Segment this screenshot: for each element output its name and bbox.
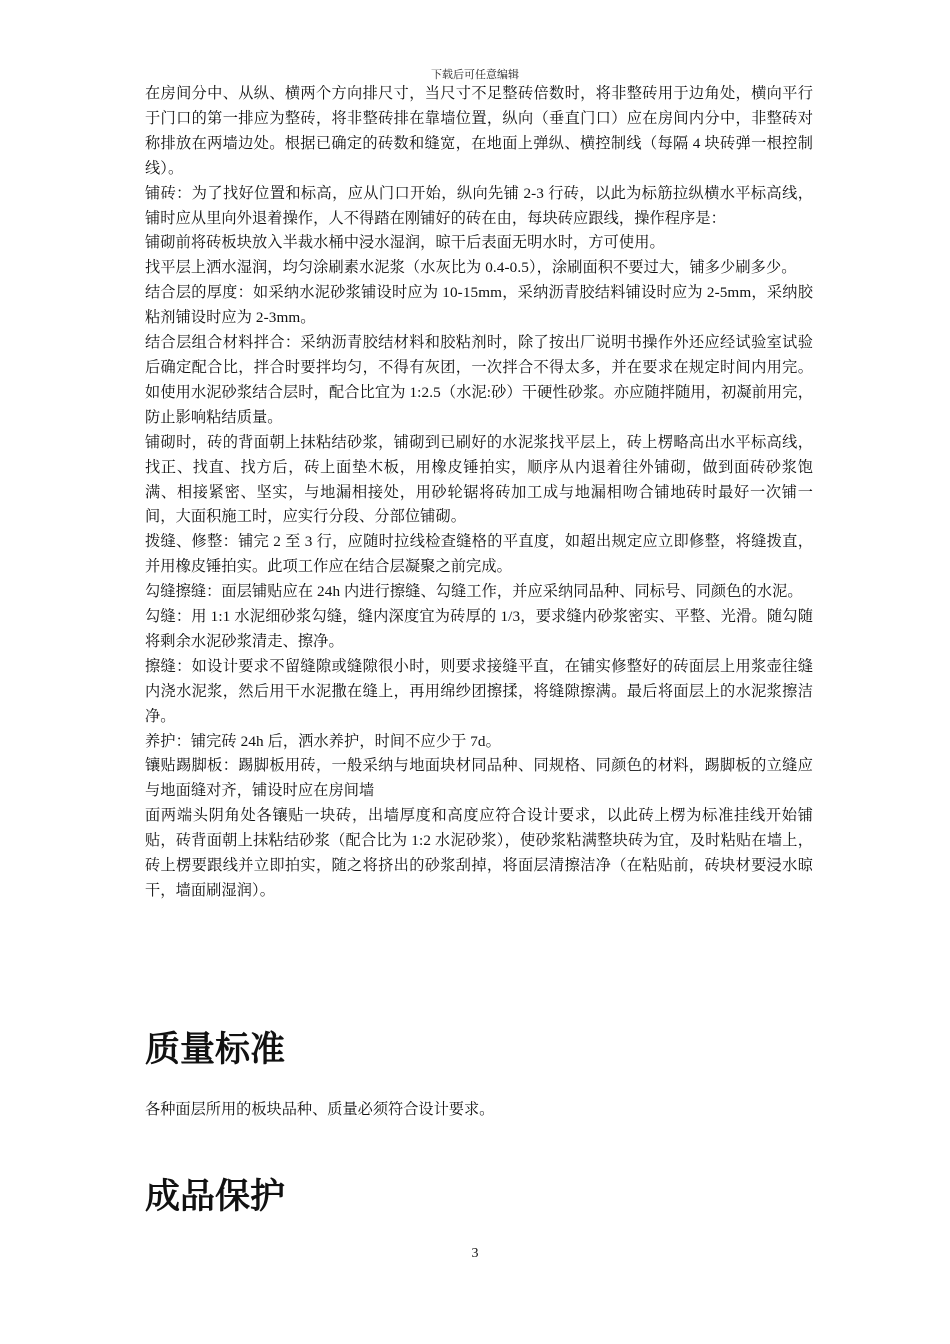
paragraph: 结合层的厚度：如采纳水泥砂浆铺设时应为 10-15mm，采纳沥青胶结料铺设时应为 2-5mm，采纳胶粘剂铺设时应为 2-3mm。: [145, 284, 813, 327]
paragraph: 勾缝：用 1:1 水泥细砂浆勾缝，缝内深度宜为砖厚的 1/3，要求缝内砂浆密实、平整、光滑。随勾随将剩余水泥砂浆清走、擦净。: [145, 608, 813, 650]
paragraph: 铺砌前将砖板块放入半裁水桶中浸水湿润，晾干后表面无明水时，方可使用。: [145, 234, 665, 252]
paragraph: 铺砖：为了找好位置和标高，应从门口开始，纵向先铺 2-3 行砖，以此为标筋拉纵横水平标高线，铺时应从里向外退着操作，人不得踏在刚铺好的砖在由，每块砖应跟线，操作程序是：: [145, 184, 813, 227]
paragraph: 结合层组合材料拌合：采纳沥青胶结材料和胶粘剂时，除了按出厂说明书操作外还应经试验室试验后确定配合比，拌合时要拌均匀，不得有灰团，一次拌合不得太多，并在要求在规定时间内用完。如使用水泥砂浆结合层时，配合比宜为 1:2.5（水泥:砂）干硬性砂浆。亦应随拌随用，初凝前用完，防止影响粘结质量。: [145, 334, 813, 426]
paragraph: 勾缝擦缝：面层铺贴应在 24h 内进行擦缝、勾缝工作，并应采纳同品种、同标号、同颜色的水泥。: [145, 583, 803, 601]
paragraph: 养护：铺完砖 24h 后，洒水养护，时间不应少于 7d。: [145, 732, 501, 750]
page-header: 下载后可任意编辑: [431, 69, 519, 81]
paragraph: 拨缝、修整：铺完 2 至 3 行，应随时拉线检查缝格的平直度，如超出规定应立即修整，将缝拨直，并用橡皮锤拍实。此项工作应在结合层凝聚之前完成。: [145, 533, 813, 576]
quality-standard-heading: 质量标准: [145, 1030, 286, 1070]
paragraph: 镶贴踢脚板：踢脚板用砖，一般采纳与地面块材同品种、同规格、同颜色的材料，踢脚板的立缝应与地面缝对齐，铺设时应在房间墙: [145, 757, 813, 800]
page-number: 3: [471, 1246, 479, 1261]
paragraph: 擦缝：如设计要求不留缝隙或缝隙很小时，则要求接缝平直，在铺实修整好的砖面层上用浆壶往缝内浇水泥浆，然后用干水泥撒在缝上，再用绵纱团擦揉，将缝隙擦满。最后将面层上的水泥浆擦洁净。: [145, 657, 813, 725]
product-protection-heading: 成品保护: [145, 1177, 286, 1217]
paragraph: 在房间分中、从纵、横两个方向排尺寸，当尺寸不足整砖倍数时，将非整砖用于边角处，横向平行于门口的第一排应为整砖，将非整砖排在靠墙位置，纵向（垂直门口）应在房间内分中，非整砖对称排放在两墙边处。根据已确定的砖数和缝宽，在地面上弹纵、横控制线（每隔 4 块砖弹一根控制线）。: [145, 85, 813, 177]
paragraph: 找平层上洒水湿润，均匀涂刷素水泥浆（水灰比为 0.4-0.5），涂刷面积不要过大，铺多少刷多少。: [145, 259, 797, 277]
paragraph: 面两端头阴角处各镶贴一块砖，出墙厚度和高度应符合设计要求，以此砖上楞为标准挂线开始铺贴，砖背面朝上抹粘结砂浆（配合比为 1:2 水泥砂浆），使砂浆粘满整块砖为宜，及时粘贴在墙上，砖上楞要跟线并立即拍实，随之将挤出的砂浆刮掉，将面层清擦洁净（在粘贴前，砖块材要浸水晾干，墙面刷湿润）。: [145, 807, 813, 899]
paragraph: 铺砌时，砖的背面朝上抹粘结砂浆，铺砌到已刷好的水泥浆找平层上，砖上楞略高出水平标高线，找正、找直、找方后，砖上面垫木板，用橡皮锤拍实，顺序从内退着往外铺砌，做到面砖砂浆饱满、相接紧密、坚实，与地漏相接处，用砂轮锯将砖加工成与地漏相吻合铺地砖时最好一次铺一间，大面积施工时，应实行分段、分部位铺砌。: [145, 433, 813, 526]
body-text: [145, 82, 813, 904]
quality-standard-text: 各种面层所用的板块品种、质量必须符合设计要求。: [145, 1101, 495, 1118]
